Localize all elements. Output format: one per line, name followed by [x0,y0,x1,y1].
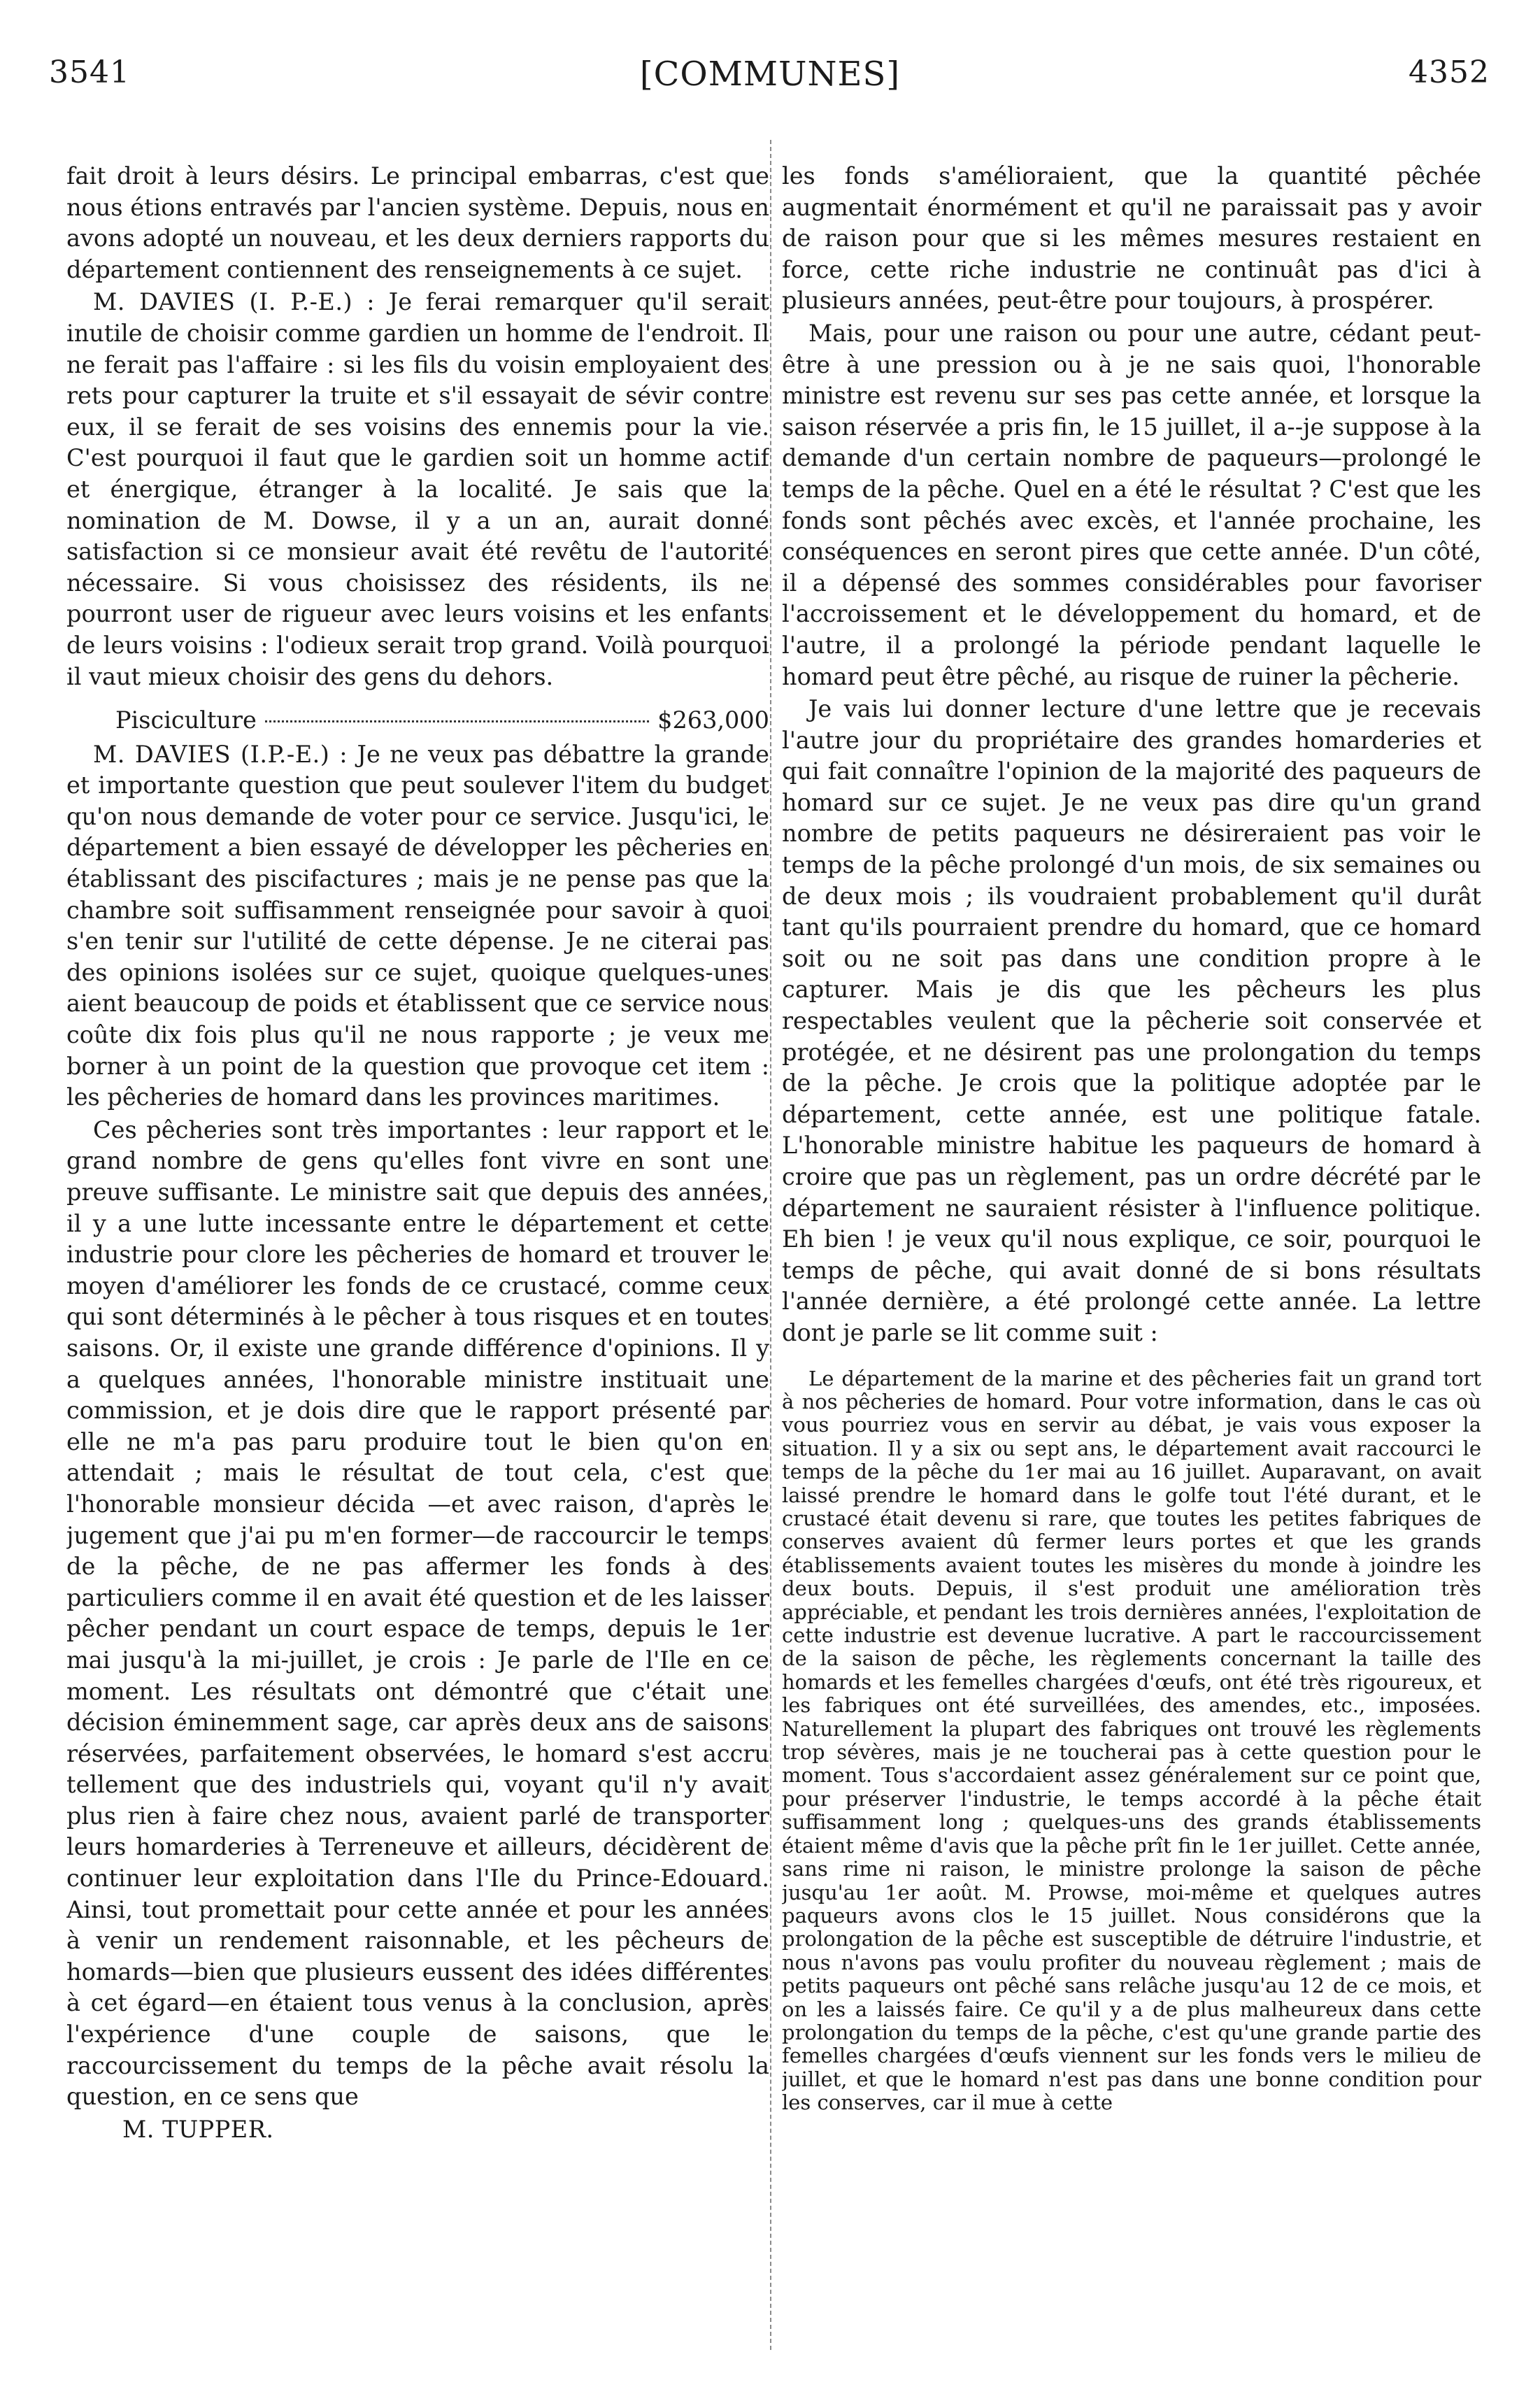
paragraph: Je vais lui donner lecture d'une lettre que je recevais l'autre jour du propriétaire des grandes homarderies et qui fait connaître l'opinion de la majorité des paqueurs de homard sur ce sujet. Je ne veux pas dire qu'un grand nombre de petits paqueurs ne désireraient pas voir le temps de la pêche prolongé d'un mois, de six semaines ou de deux mois ; ils voudraient probablement qu'il durât tant qu'ils pourraient prendre du homard, que ce homard soit ou ne soit pas dans une condition propre à le capturer. Mais je dis que les pêcheurs les plus respectables veulent que la pêcherie soit conservée et protégée, et ne désirent pas une prolongation du temps de la pêche. Je crois que la politique adoptée par le département, cette année, est une politique fatale. L'honorable ministre habitue les paqueurs de homard à croire que pas un règlement, pas un ordre décrété par le département ne sauraient résister à l'influence politique. Eh bien ! je veux qu'il nous explique, ce soir, pourquoi le temps de pêche, qui avait donné de si bons résultats l'année dernière, a été prolongé cette année. La lettre dont je parle se lit comme suit : [782,695,1481,1346]
speaker-signoff: M. TUPPER. [122,2115,274,2143]
paragraph: Mais, pour une raison ou pour une autre, cédant peut-être à une pression ou à je ne sais quoi, l'honorable ministre est revenu sur ses pas cette année, et lorsque la saison réservée a pris fin, le 15 juillet, il a--je suppose à la demande d'un certain nombre de paqueurs—prolongé le temps de la pêche. Quel en a été le résultat ? C'est que les fonds sont pêchés avec excès, et l'année prochaine, les conséquences en seront pires que cette année. D'un côté, il a dépensé des sommes considérables pour favoriser l'accroissement et le développement du homard, et de l'autre, il a prolongé la période pendant laquelle le homard peut être pêché, au risque de ruiner la pêcherie. [782,319,1481,690]
running-header: [COMMUNES] [639,55,901,94]
budget-item-label: Pisciculture [115,706,257,734]
paragraph: les fonds s'amélioraient, que la quantité pêchée augmentait énormément et qu'il ne paraissait pas y avoir de raison pour que si les mêmes mesures restaient en force, cette riche industrie ne continuât pas d'ici à plusieurs années, peut-être pour toujours, à prospérer. [782,162,1481,315]
budget-item [66,705,769,736]
speaker-name: M. DAVIES (I.P.-E.) : [93,740,348,768]
budget-item-amount: $263,000 [657,706,769,734]
speech-text: Je ne veux pas débattre la grande et importante question que peut soulever l'item du budget qu'on nous demande de voter pour ce service. Jusqu'ici, le département a bien essayé de développer les pêcheries en établissant des piscifactures ; mais je ne pense pas que la chambre soit suffisamment renseignée pour savoir à quoi s'en tenir sur l'utilité de cette dépense. Je ne citerai pas des opinions isolées sur ce sujet, quoique quelques-unes aient beaucoup de poids et établissent que ce service nous coûte dix fois plus qu'il ne nous rapporte ; je veux me borner à un point de la question que provoque cet item : les pêcheries de homard dans les provinces maritimes. [66,740,769,1111]
right-column [782,161,1481,2353]
paragraph: fait droit à leurs désirs. Le principal embarras, c'est que nous étions entravés par l'ancien système. Depuis, nous en avons adopté un nouveau, et les deux derniers rapports du département contiennent des renseignements à ce sujet. [66,162,769,283]
column-divider [770,140,771,2350]
paragraph: Ces pêcheries sont très importantes : leur rapport et le grand nombre de gens qu'elles font vivre en sont une preuve suffisante. Le ministre sait que depuis des années, il y a une lutte incessante entre le département et cette industrie pour clore les pêcheries de homard et trouver le moyen d'améliorer les fonds de ce crustacé, comme ceux qui sont déterminés à le pêcher à tous risques et en toutes saisons. Or, il existe une grande différence d'opinions. Il y a quelques années, l'honorable ministre instituait une commission, et je dois dire que le rapport présenté par elle ne m'a pas paru produire tout le bien qu'on en attendait ; mais le résultat de tout cela, c'est que l'honorable monsieur décida —et avec raison, d'après le jugement que j'ai pu m'en former—de raccourcir le temps de la pêche, de ne pas affermer les fonds à des particuliers comme il en avait été question et de les laisser pêcher pendant un court espace de temps, depuis le 1er mai jusqu'à la mi-juillet, je crois : Je parle de l'Ile en ce moment. Les résultats ont démontré que c'était une décision éminemment sage, car après deux ans de saisons réservées, parfaitement observées, le homard s'est accru tellement que des industriels qui, voyant qu'il n'y avait plus rien à faire chez nous, avaient parlé de transporter leurs homarderies à Terreneuve et ailleurs, décidèrent de continuer leur exploitation dans l'Ile du Prince-Edouard. Ainsi, tout promettait pour cette année et pour les années à venir un rendement raisonnable, et les pêcheurs de homards—bien que plusieurs eussent des idées différentes à cet égard—en étaient tous venus à la conclusion, après l'expérience d'une couple de saisons, que le raccourcissement du temps de la pêche avait résolu la question, en ce sens que [66,1116,769,2111]
speech-text: Je ferai remarquer qu'il serait inutile de choisir comme gardien un homme de l'endroit. Il ne ferait pas l'affaire : si les fils du voisin employaient des rets pour capturer la truite et s'il essayait de sévir contre eux, il se ferait de ses voisins des ennemis pour la vie. C'est pourquoi il faut que le gardien soit un homme actif et énergique, étranger à la localité. Je sais que la nomination de M. Dowse, il y a un an, aurait donné satisfaction si ce monsieur avait été revêtu de l'autorité nécessaire. Si vous choisissez des résidents, ils ne pourront user de rigueur avec leurs voisins et les enfants de leurs voisins : l'odieux serait trop grand. Voilà pourquoi il vaut mieux choisir des gens du dehors. [66,288,769,690]
paragraph [66,287,769,692]
paragraph [66,739,769,1113]
page-number-right: 4352 [1409,55,1490,90]
speaker-name: M. DAVIES (I. P.-E.) : [93,288,376,316]
quoted-letter [782,1367,1481,2115]
dot-leader [265,720,649,722]
page-number-left: 3541 [49,55,130,90]
letter-text: Le département de la marine et des pêcheries fait un grand tort à nos pêcheries de homard. Pour votre information, dans le cas où vous pourriez vous en servir au débat, je vais vous exposer la situation. Il y a six ou sept ans, le département avait raccourci le temps de la pêche du 1er mai au 16 juillet. Auparavant, on avait laissé prendre le homard dans le golfe tout l'été durant, et le crustacé était devenu si rare, que toutes les petites fabriques de conserves avaient dû fermer leurs portes et que les grands établissements avaient toutes les misères du monde à joindre les deux bouts. Depuis, il s'est produit une amélioration très appréciable, et pendant les trois dernières années, l'exploitation de cette industrie est devenue lucrative. A part le raccourcissement de la saison de pêche, les règlements concernant la taille des homards et les femelles chargées d'œufs, ont été très rigoureux, et les fabriques ont été surveillées, des amendes, etc., imposées. Naturellement la plupart des fabriques ont trouvé les règlements trop sévères, mais je ne toucherai pas à cette question pour le moment. Tous s'accordaient assez généralement sur ce point que, pour préserver l'industrie, le temps accordé à la pêche était suffisamment long ; quelques-uns des grands établissements étaient même d'avis que la pêche prît fin le 1er juillet. Cette année, sans rime ni raison, le ministre prolonge la saison de pêche jusqu'au 1er août. M. Prowse, moi-même et quelques autres paqueurs avons clos le 15 juillet. Nous considérons que la prolongation de la pêche est susceptible de détruire l'industrie, et nous n'avons pas voulu profiter du nouveau règlement ; mais de petits paqueurs ont pêché sans relâche jusqu'au 12 de ce mois, et on les a laissés faire. Ce qu'il y a de plus malheureux dans cette prolongation du temps de la pêche, c'est qu'une grande partie des femelles chargées d'œufs viennent sur les fonds vers le milieu de juillet, et que le homard n'est pas dans une bonne condition pour les conserves, car il mue à cette [782,1366,1481,2115]
left-column [66,161,769,2392]
